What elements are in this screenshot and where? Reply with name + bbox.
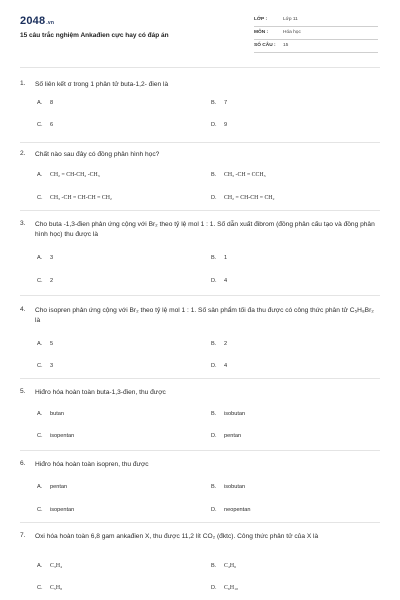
option-d[interactable] (211, 122, 227, 128)
option-b[interactable] (211, 255, 227, 261)
meta-value: Lớp 11 (283, 17, 298, 22)
question-divider (20, 210, 380, 211)
option-c[interactable] (37, 195, 112, 201)
option-c[interactable] (37, 433, 74, 439)
option-c[interactable] (37, 507, 74, 513)
logo-suffix: .vn (46, 20, 55, 26)
option-label: A. (37, 411, 43, 417)
option-value: 6 (50, 122, 54, 128)
option-label: B. (211, 341, 217, 347)
option-label: B. (211, 484, 217, 490)
option-label: D. (211, 278, 217, 284)
meta-label: LỚP : (254, 17, 268, 22)
option-d[interactable] (211, 195, 275, 201)
question-divider (20, 378, 380, 379)
option-label: A. (37, 563, 43, 569)
meta-value: 15 (283, 43, 289, 48)
header-divider (20, 67, 380, 68)
option-a[interactable] (37, 341, 53, 347)
option-b[interactable] (211, 563, 236, 569)
option-label: C. (37, 433, 43, 439)
option-value: C₃H₄ (50, 563, 63, 569)
option-label: C. (37, 585, 43, 591)
option-d[interactable] (211, 433, 241, 439)
site-logo[interactable] (20, 15, 54, 27)
option-b[interactable] (211, 411, 245, 417)
option-a[interactable] (37, 172, 100, 178)
option-value: C₅H₈ (50, 585, 63, 591)
option-value: 9 (224, 122, 228, 128)
option-b[interactable] (211, 100, 227, 106)
meta-row-class (254, 14, 378, 27)
question-divider (20, 450, 380, 451)
option-value: butan (50, 411, 64, 417)
question-text: Hiđro hóa hoàn toàn isopren, thu được (35, 461, 149, 468)
option-value: pentan (224, 433, 242, 439)
option-label: B. (211, 172, 217, 178)
option-value: 4 (224, 363, 228, 369)
question-text: Oxi hóa hoàn toàn 6,8 gam ankađien X, thu được 11,2 lít CO₂ (đktc). Công thức phân tử của X là (35, 533, 319, 540)
option-b[interactable] (211, 172, 266, 178)
question-number: 6. (20, 460, 26, 467)
meta-row-count (254, 40, 378, 53)
question-text: Cho isopren phản ứng cộng với Br₂ theo tỷ lệ mol 1 : 1. Số sản phẩm tối đa thu được có công thức phân tử C₅H₈Br₂ là (35, 307, 374, 324)
question-divider (20, 522, 380, 523)
question-number: 1. (20, 80, 26, 87)
option-value: isobutan (224, 411, 246, 417)
option-value: isopentan (50, 507, 75, 513)
option-value: 1 (224, 255, 228, 261)
option-b[interactable] (211, 341, 227, 347)
option-value: 3 (50, 255, 54, 261)
option-label: B. (211, 411, 217, 417)
option-value: CH₂ = CH-CH = CH₂ (224, 195, 275, 201)
option-label: D. (211, 363, 217, 369)
option-value: C₆H₁₀ (224, 585, 239, 591)
option-a[interactable] (37, 411, 64, 417)
meta-value: Hóa học (283, 30, 301, 35)
option-b[interactable] (211, 484, 245, 490)
option-a[interactable] (37, 100, 53, 106)
option-label: B. (211, 563, 217, 569)
option-value: 2 (50, 278, 54, 284)
option-label: A. (37, 341, 43, 347)
question-number: 2. (20, 150, 26, 157)
question-number: 7. (20, 532, 26, 539)
option-d[interactable] (211, 278, 227, 284)
option-label: D. (211, 507, 217, 513)
option-label: A. (37, 255, 43, 261)
option-label: C. (37, 122, 43, 128)
option-value: CH₃ -CH = CCH₃ (224, 172, 266, 178)
meta-row-subject (254, 27, 378, 40)
option-value: 8 (50, 100, 54, 106)
option-value: isopentan (50, 433, 75, 439)
option-label: A. (37, 100, 43, 106)
question-divider (20, 295, 380, 296)
option-value: CH₂ = CH-CH₂ -CH₃ (50, 172, 100, 178)
option-value: 4 (224, 278, 228, 284)
option-value: isobutan (224, 484, 246, 490)
option-value: 7 (224, 100, 228, 106)
option-c[interactable] (37, 363, 53, 369)
option-c[interactable] (37, 585, 62, 591)
meta-label: MÔN : (254, 30, 269, 35)
question-text: Số liên kết σ trong 1 phân tử buta-1,2- đien là (35, 81, 169, 88)
option-label: A. (37, 484, 43, 490)
option-d[interactable] (211, 507, 250, 513)
option-label: D. (211, 585, 217, 591)
option-value: neopentan (224, 507, 251, 513)
option-d[interactable] (211, 585, 238, 591)
question-divider (20, 142, 380, 143)
option-label: D. (211, 433, 217, 439)
question-text: Hiđro hóa hoàn toàn buta-1,3-đien, thu được (35, 389, 166, 396)
option-label: C. (37, 363, 43, 369)
option-label: C. (37, 507, 43, 513)
option-a[interactable] (37, 255, 53, 261)
logo-text: 2048 (20, 15, 46, 27)
meta-label: SỐ CÂU : (254, 43, 276, 48)
option-value: 3 (50, 363, 54, 369)
option-value: 2 (224, 341, 228, 347)
option-value: pentan (50, 484, 68, 490)
question-number: 5. (20, 388, 26, 395)
option-d[interactable] (211, 363, 227, 369)
document-header (0, 0, 400, 66)
option-c[interactable] (37, 122, 53, 128)
option-label: B. (211, 100, 217, 106)
question-text: Cho buta -1,3-đien phản ứng cộng với Br₂ theo tỷ lệ mol 1 : 1. Số dẫn xuất đibrom (đồng phân cấu tạo và đồng phân hình học) thu được là (35, 221, 375, 238)
option-a[interactable] (37, 484, 67, 490)
option-label: D. (211, 195, 217, 201)
option-value: 5 (50, 341, 54, 347)
option-label: D. (211, 122, 217, 128)
option-value: CH₃ -CH = CH-CH = CH₂ (50, 195, 112, 201)
question-number: 3. (20, 220, 26, 227)
document-title: 15 câu trắc nghiệm Ankađien cực hay có đáp án (20, 32, 169, 39)
option-label: C. (37, 195, 43, 201)
option-a[interactable] (37, 563, 62, 569)
option-label: A. (37, 172, 43, 178)
option-c[interactable] (37, 278, 53, 284)
question-text: Chất nào sau đây có đồng phân hình học? (35, 151, 160, 158)
question-number: 4. (20, 306, 26, 313)
option-label: B. (211, 255, 217, 261)
option-label: C. (37, 278, 43, 284)
option-value: C₄H₆ (224, 563, 237, 569)
